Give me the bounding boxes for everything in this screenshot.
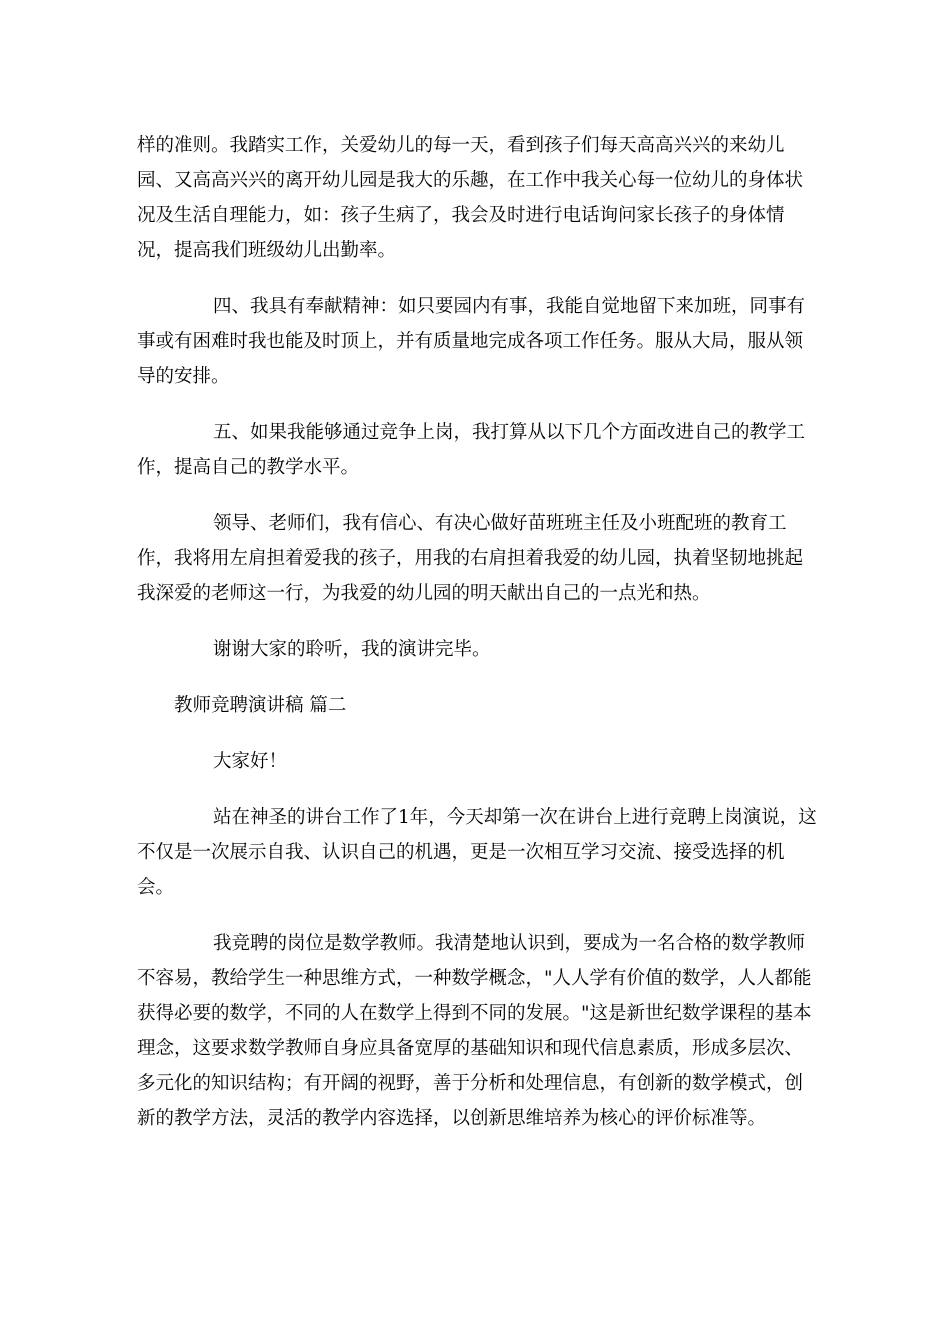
paragraph-commitment: 领导、老师们，我有信心、有决心做好苗班班主任及小班配班的教育工作，我将用左肩担着爱我的孩子，用我的右肩担着我爱的幼儿园，执着坚韧地挑起我深爱的老师这一行，为我爱的幼儿园的明天献出自己的一点光和热。: [137, 513, 804, 604]
paragraph-position: 我竞聘的岗位是数学教师。我清楚地认识到，要成为一名合格的数学教师不容易，教给学生一种思维方式，一种数学概念，"人人学有价值的数学，人人都能获得必要的数学，不同的人在数学上得到不同的发展。"这是新世纪数学课程的基本理念，这要求数学教师自身应具备宽厚的基础知识和现代信息素质，形成多层次、多元化的知识结构；有开阔的视野，善于分析和处理信息，有创新的数学模式，创新的教学方法，灵活的教学内容选择，以创新思维培养为核心的评价标准等。: [137, 933, 812, 1129]
paragraph-continuation: 样的准则。我踏实工作，关爱幼儿的每一天，看到孩子们每天高高兴兴的来幼儿园、又高高兴兴的离开幼儿园是我大的乐趣，在工作中我关心每一位幼儿的身体状况及生活自理能力，如：孩子生病了，我会及时进行电话询问家长孩子的身体情况，提高我们班级幼儿出勤率。: [137, 135, 804, 261]
document-body: [137, 128, 817, 1157]
paragraph-introduction: 站在神圣的讲台工作了1年，今天却第一次在讲台上进行竞聘上岗演说，这不仅是一次展示自我、认识自己的机遇，更是一次相互学习交流、接受选择的机会。: [137, 807, 817, 898]
paragraph-greeting: 大家好！: [213, 751, 288, 772]
paragraph-closing: 谢谢大家的聆听，我的演讲完毕。: [213, 639, 491, 660]
paragraph-dedication: 四、我具有奉献精神：如只要园内有事，我能自觉地留下来加班，同事有事或有困难时我也能及时顶上，并有质量地完成各项工作任务。服从大局，服从领导的安排。: [137, 296, 806, 387]
section-title: 教师竞聘演讲稿 篇二: [174, 695, 347, 716]
paragraph-improvement-plan: 五、如果我能够通过竞争上岗，我打算从以下几个方面改进自己的教学工作，提高自己的教学水平。: [137, 422, 806, 478]
